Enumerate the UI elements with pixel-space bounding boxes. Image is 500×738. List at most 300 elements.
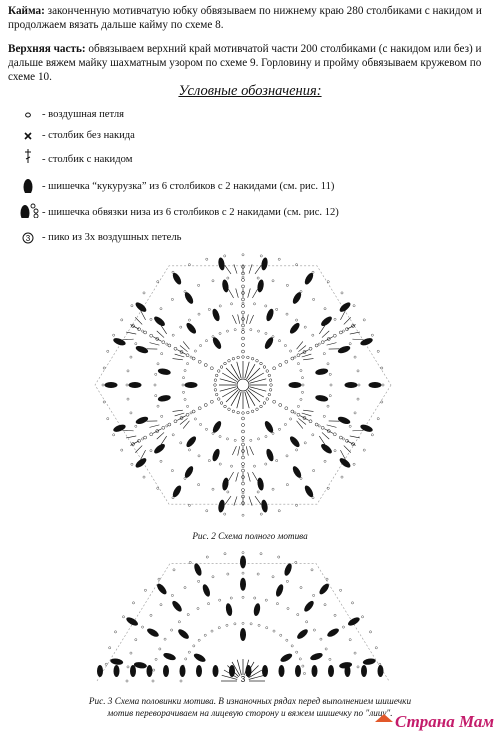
chain-stitch [217,370,220,373]
chain-stitch [266,627,268,629]
chain-stitch [339,589,341,591]
chain-stitch [286,484,288,486]
chain-stitch [184,477,186,479]
double-crochet-stitch [161,325,167,334]
chain-stitch [371,334,373,336]
chain-stitch [333,433,336,436]
chain-stitch [309,347,312,350]
chain-stitch [371,434,373,436]
chain-stitch [143,292,145,294]
chain-stitch [329,658,331,660]
chain-stitch [358,384,360,386]
double-crochet-stitch [344,317,351,324]
chain-stitch [155,658,157,660]
chain-stitch [152,680,154,682]
chain-stitch [381,401,383,403]
chain-stitch [257,277,259,279]
popcorn-stitch [135,345,149,355]
popcorn-stitch [125,616,139,628]
chain-stitch [130,652,132,654]
chain-stitch [278,258,280,260]
chain-stitch [187,613,189,615]
popcorn-stitch [246,665,252,677]
chain-stitch [294,412,296,414]
double-crochet-stitch [126,332,136,334]
double-crochet-stitch [248,472,251,481]
chain-stitch [215,374,218,377]
double-crochet-stitch [297,421,303,429]
popcorn-stitch [328,665,334,677]
chain-stitch [206,556,208,558]
top-part-label: Верхняя часть: [8,43,86,55]
chain-stitch [157,405,159,407]
chain-stitch [204,403,207,406]
chain-stitch [242,489,245,492]
chain-stitch [237,356,240,359]
chain-stitch [185,658,187,660]
chain-stitch [326,578,328,580]
chain-stitch [205,428,207,430]
popcorn-stitch [162,652,176,662]
chain-stitch [154,384,156,386]
popcorn-stitch [253,603,261,617]
chain-stitch [260,362,263,365]
double-crochet-stitch [340,311,345,320]
chain-stitch [323,415,325,417]
chain-stitch [182,391,184,393]
chain-stitch [150,614,152,616]
popcorn-oval-icon [14,177,42,193]
chain-stitch [242,572,244,574]
chain-stitch [334,450,336,452]
site-watermark-logo [375,712,494,732]
chain-stitch [273,630,275,632]
chain-stitch [219,599,221,601]
popcorn-stitch [163,665,169,677]
popcorn-stitch [221,477,229,491]
popcorn-stitch [201,583,211,597]
double-crochet-stitch [344,446,351,453]
chain-stitch [266,370,269,373]
chain-stitch [127,398,129,400]
chain-stitch [382,384,384,386]
chain-stitch [215,393,218,396]
legend-item-label: - воздушная петля [42,109,125,120]
chain-stitch [168,344,171,347]
chain-stitch [144,589,146,591]
chain-stitch [172,334,174,336]
chain-stitch [242,254,244,256]
chain-stitch [157,281,159,283]
chain-stitch [242,463,245,466]
chain-stitch [126,680,128,682]
chain-stitch [132,602,134,604]
double-crochet-stitch [150,425,160,428]
chain-stitch [141,438,143,440]
chain-stitch [242,552,244,554]
full-motif-diagram [0,245,500,545]
chain-stitch [349,425,351,427]
chain-stitch [204,634,206,636]
chain-stitch [130,356,132,358]
chain-stitch [138,328,141,331]
chain-stitch [280,634,282,636]
center-stitch [248,390,260,402]
chain-stitch [219,463,221,465]
popcorn-stitch [110,658,124,666]
chain-stitch [160,460,162,462]
double-crochet-stitch [228,289,233,298]
chain-stitch [287,607,289,609]
chain-stitch [212,576,214,578]
popcorn-stitch [265,448,275,462]
double-crochet-stitch [126,436,136,438]
chain-stitch [122,616,124,618]
popcorn-stitch [155,582,168,596]
chain-stitch [214,384,217,387]
chain-stitch [198,360,201,363]
chain-stitch [220,366,223,369]
chain-stitch [164,638,166,640]
chain-stitch [186,354,189,357]
double-crochet-stitch [236,472,239,481]
chain-stitch [182,384,184,386]
chain-stitch [226,624,228,626]
chain-stitch [260,405,263,408]
chain-stitch [286,639,288,641]
chain-stitch [321,341,324,344]
chain-stitch [180,442,182,444]
chain-stitch [150,334,153,337]
popcorn-stitch [337,415,351,425]
chain-stitch [224,513,226,515]
popcorn-stitch [171,272,183,286]
border-text: законченную мотивчатую юбку обвязываем по нижнему краю 280 столбиками с накидом и продолжаем вязать дальше кайму по схеме 8. [8,5,482,31]
popcorn-stitch [283,562,293,576]
chain-stitch [230,303,232,305]
popcorn-stitch [112,337,126,347]
chain-stitch [296,651,298,653]
chain-stitch [284,344,286,346]
chain-stitch [279,364,282,367]
chain-stitch [327,487,329,489]
chain-stitch [242,311,245,314]
chain-stitch [313,629,315,631]
chain-stitch [312,434,314,436]
popcorn-stitch [296,628,310,641]
chain-stitch [127,370,129,372]
double-crochet-stitch [238,314,240,323]
chain-stitch [242,443,245,446]
popcorn-stitch [105,382,118,388]
chain-stitch [159,648,161,650]
double-crochet-stitch [319,325,325,334]
double-crochet-stitch [161,436,167,445]
chain-stitch [208,308,210,310]
watermark-text: Страна Мам [394,712,494,731]
chain-stitch [268,393,271,396]
legend-item-label: - шишечка обвязки низа из 6 столбиков с 2 накидами (см. рис. 12) [42,207,339,218]
popcorn-stitch [288,435,301,449]
chain-stitch [295,264,297,266]
popcorn-stitch [345,382,358,388]
chain-stitch [313,594,315,596]
chain-stitch [212,336,214,338]
chain-stitch [357,370,359,372]
chain-stitch [324,460,326,462]
chain-stitch [270,384,273,387]
popcorn-stitch [257,279,265,293]
chain-stitch [242,456,245,459]
chain-stitch [186,405,188,407]
half-motif-diagram [0,543,500,693]
double-crochet-stitch [252,289,257,298]
double-crochet-stitch [319,436,325,445]
popcorn-stitch [263,336,275,350]
chain-stitch [242,412,245,415]
chain-stitch [160,604,162,606]
chain-stitch [153,669,155,671]
chain-stitch [102,384,104,386]
double-crochet-stitch [350,332,360,334]
chain-stitch [107,418,109,420]
chain-stitch [265,599,267,601]
double-crochet-stitch [150,343,160,346]
chain-stitch [227,491,229,493]
popcorn-stitch [309,652,323,662]
chain-stitch [237,411,240,414]
chain-stitch [303,672,305,674]
chain-stitch [135,425,137,427]
popcorn-stitch [257,477,265,491]
popcorn-stitch [185,435,198,449]
chain-stitch [162,426,165,429]
chain-stitch [228,359,231,362]
chain-stitch [157,487,159,489]
popcorn-stitch [359,423,373,433]
popcorn-stitch [211,308,221,322]
chain-stitch [272,576,274,578]
popcorn-stitch [303,484,315,498]
chain-stitch [247,411,250,414]
chain-stitch [276,460,278,462]
popcorn-stitch [378,665,384,677]
popcorn-stitch [171,599,184,613]
popcorn-stitch [177,628,191,641]
legend-item-label: - столбик с накидом [42,154,133,165]
double-crochet-stitch [232,315,236,324]
chain-stitch [206,510,208,512]
legend-item-label: - шишечка “кукурузка” из 6 столбиков с 2 накидами (см. рис. 11) [42,181,335,192]
chain-stitch [214,379,217,382]
chain-stitch [207,603,209,605]
chain-stitch [166,425,168,427]
chain-stitch [198,639,200,641]
double-crochet-stitch [173,410,183,411]
chain-stitch [141,626,143,628]
double-crochet-stitch [157,432,164,439]
chain-stitch [198,313,200,315]
double-crochet-stitch [225,496,231,505]
chain-stitch [297,613,299,615]
popcorn-stitch [337,345,351,355]
chain-stitch-circle-icon [14,107,42,123]
chain-stitch [284,423,286,425]
popcorn-stitch [225,603,233,617]
chain-stitch [130,412,132,414]
popcorn-stitch [326,627,340,639]
chain-stitch [272,488,274,490]
chain-stitch [325,648,327,650]
double-crochet-stitch [249,496,252,505]
chain-stitch [143,476,145,478]
chain-stitch [286,313,288,315]
popcorn-stitch [345,665,351,677]
chain-stitch [324,604,326,606]
chain-stitch [180,680,182,682]
chain-stitch [113,334,115,336]
double-crochet-stitch [302,354,312,357]
chain-stitch [138,439,141,442]
chain-stitch [232,357,235,360]
double-crochet-stitch [350,436,360,438]
chain-stitch [361,616,363,618]
popcorn-stitch [362,658,376,666]
chain-stitch [113,434,115,436]
chain-stitch [242,356,245,359]
half-motif-caption-line1: Рис. 3 Схема половинки мотива. В изнаночных рядах перед выполнением шишечки [88,696,412,706]
popcorn-stitch [320,442,334,455]
chain-stitch [353,463,355,465]
chain-stitch [369,631,371,633]
chain-stitch [242,285,245,288]
chain-stitch [121,319,123,321]
chain-stitch [155,373,157,375]
chain-stitch [363,319,365,321]
chain-stitch [286,455,288,457]
chain-stitch [302,384,304,386]
chain-stitch [313,298,315,300]
edge-puff-oval-icon [14,202,42,218]
double-crochet-stitch [302,413,312,416]
popcorn-stitch [361,665,367,677]
chain-stitch [291,645,293,647]
double-crochet-stitch [255,265,261,274]
chain-stitch [242,324,245,327]
chain-stitch [377,418,379,420]
popcorn-stitch [213,665,219,677]
picot-3-icon [14,230,42,246]
half-motif-caption-line2: мотив переворачиваем на лицевую сторону и вяжем шишечку по "лицу". [107,708,393,718]
chain-stitch [206,258,208,260]
popcorn-stitch [260,257,268,271]
chain-stitch [278,340,280,342]
double-crochet-stitch [175,413,185,416]
chain-stitch [257,491,259,493]
chain-stitch [171,594,173,596]
legend-item-label: - столбик без накида [42,130,135,141]
chain-stitch [321,426,324,429]
chain-stitch [234,623,236,625]
chain-stitch [297,363,299,365]
chain-stitch [381,367,383,369]
popcorn-stitch [291,291,303,305]
popcorn-stitch [240,628,246,641]
chain-stitch [242,514,244,516]
popcorn-stitch [183,291,195,305]
chain-stitch [194,418,196,420]
popcorn-stitch [146,627,160,639]
popcorn-stitch [217,499,225,513]
chain-stitch [210,367,213,370]
chain-stitch [278,556,280,558]
chain-stitch [278,428,280,430]
chain-stitch [150,318,152,320]
chain-stitch [103,367,105,369]
chain-stitch [105,663,107,665]
popcorn-stitch [303,599,316,613]
popcorn-stitch [229,665,235,677]
chain-stitch [250,329,252,331]
chain-stitch [329,395,331,397]
chain-stitch [341,476,343,478]
chain-stitch [285,360,288,363]
chain-stitch [285,407,288,410]
double-crochet-stitch [135,317,142,324]
chain-stitch [302,665,304,667]
chain-stitch [323,353,325,355]
chain-stitch [269,379,272,382]
popcorn-stitch [295,665,301,677]
center-stitch [248,368,260,380]
border-instructions [8,4,492,32]
chain-stitch [327,363,329,365]
chain-stitch [299,658,301,660]
chain-stitch [329,373,331,375]
chain-stitch [268,374,271,377]
chain-stitch [318,425,320,427]
chain-stitch [131,463,133,465]
chain-stitch [339,331,342,334]
popcorn-stitch [275,583,285,597]
chain-stitch [294,356,296,358]
chain-stitch [219,332,221,334]
chain-stitch [272,336,274,338]
chain-stitch [290,350,292,352]
chain-stitch [320,638,322,640]
chain-stitch [242,337,245,340]
chain-stitch [171,469,173,471]
popcorn-stitch [312,665,318,677]
chain-stitch [212,280,214,282]
chain-stitch [257,330,259,332]
popcorn-stitch [157,368,171,376]
chain-stitch [198,284,200,286]
chain-stitch [161,415,163,417]
chain-stitch [342,626,344,628]
chain-stitch [342,330,344,332]
chain-stitch [300,290,302,292]
chain-stitch [192,357,195,360]
chain-stitch [219,435,221,437]
chain-stitch [234,439,236,441]
chain-stitch [224,255,226,257]
popcorn-stitch [347,616,361,628]
chain-stitch [211,630,213,632]
double-crochet-stitch [225,265,231,274]
chain-stitch [131,305,133,307]
chain-stitch [242,344,245,347]
